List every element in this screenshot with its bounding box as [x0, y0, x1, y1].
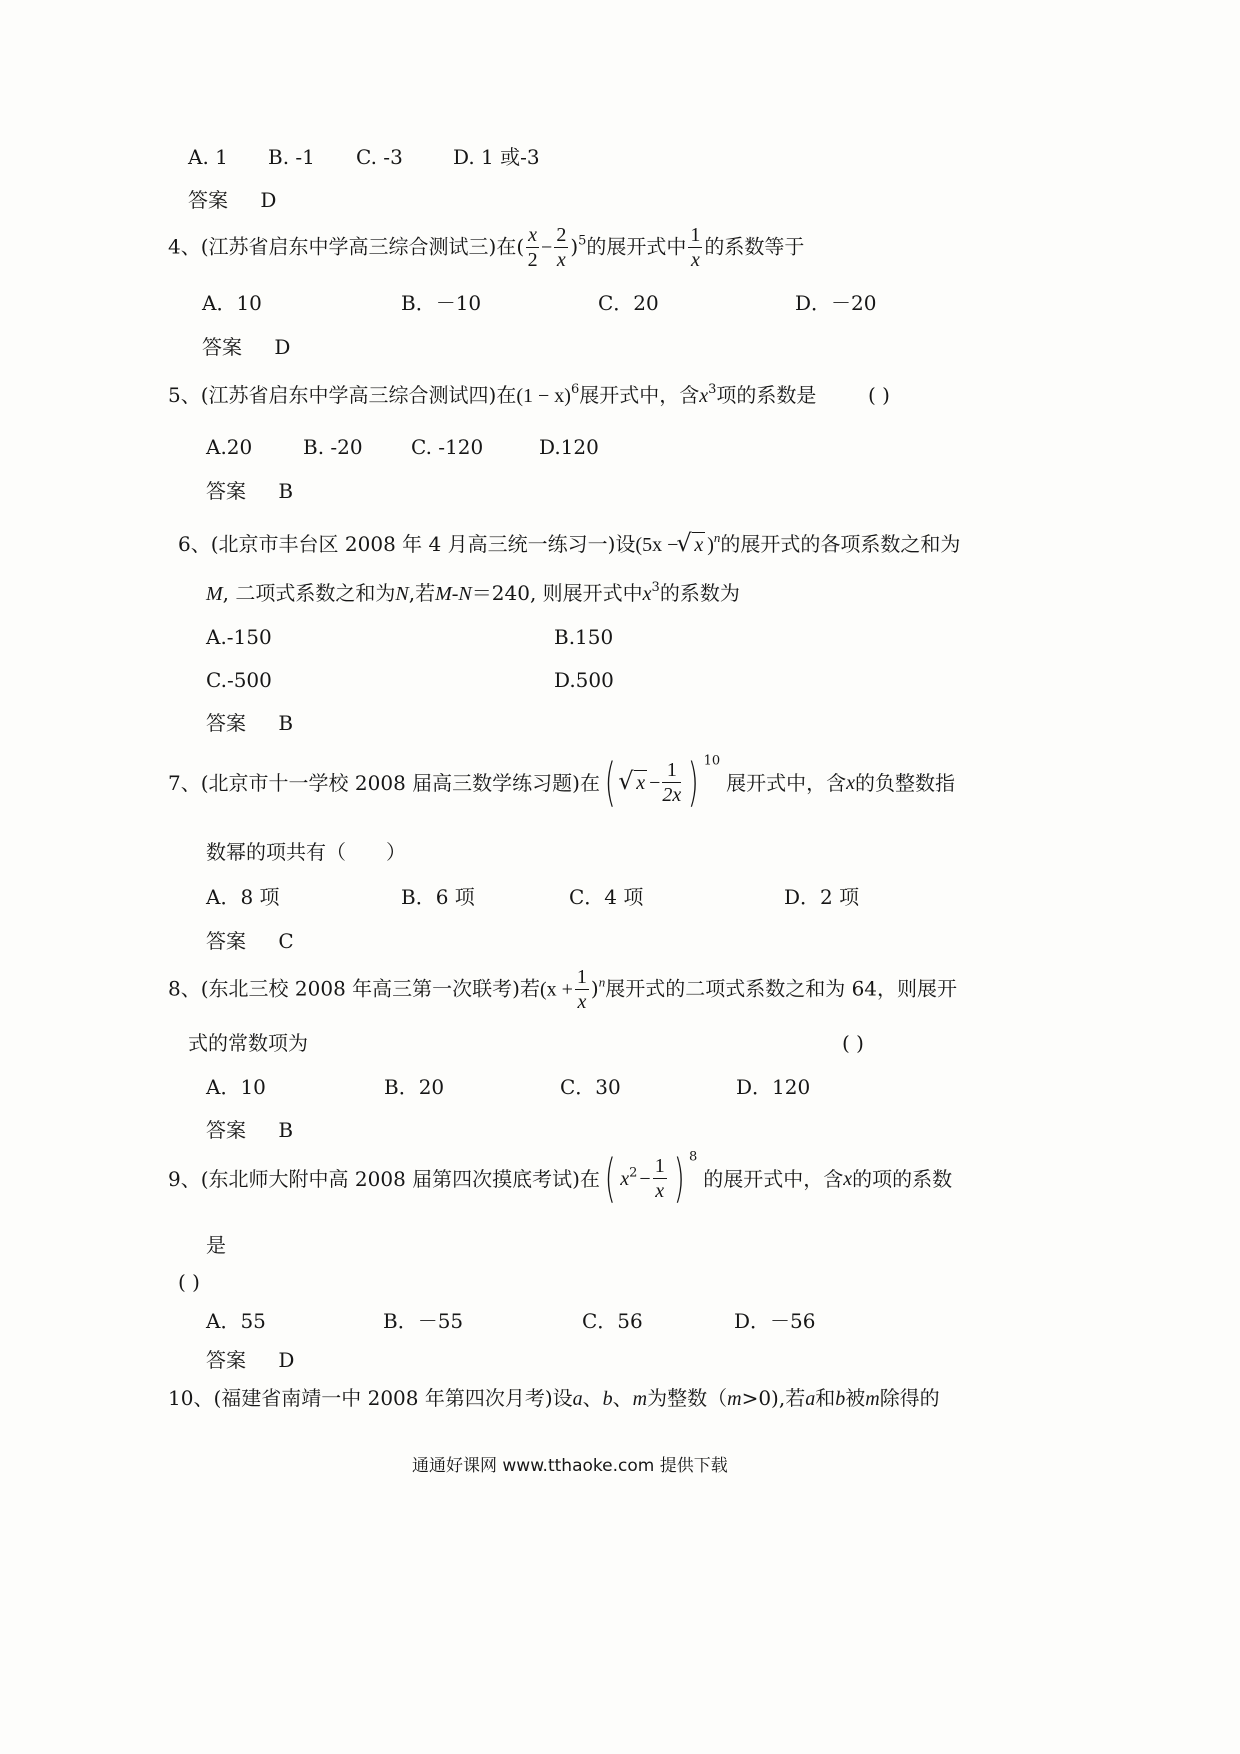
numerator: 1: [654, 1155, 665, 1177]
q9-stem-line2: 是: [206, 1233, 226, 1257]
square-root: [620, 773, 647, 793]
paren-close: ): [570, 234, 579, 259]
q4-stem: [168, 225, 804, 271]
q4-answer: [202, 337, 290, 357]
exponent: 3: [708, 382, 717, 397]
exponent: 8: [689, 1149, 698, 1165]
q5-option-b: B. -20: [303, 435, 363, 459]
fraction: [662, 760, 681, 806]
question-number: 5、: [168, 383, 201, 407]
q5-option-d: D.120: [539, 435, 599, 459]
stem-text: , 二项式系数之和为: [222, 581, 396, 605]
q7-answer: [206, 931, 294, 951]
exponent: 10: [703, 753, 721, 769]
q5-option-a: A.20: [206, 435, 253, 459]
big-paren-close: ): [673, 1149, 685, 1209]
stem-text: ＝240, 则展开式中: [471, 581, 643, 605]
answer-label: 答案: [206, 1348, 246, 1372]
exponent: n: [598, 974, 606, 990]
stem-text: >0),若: [741, 1386, 806, 1410]
stem-text: 项的系数是: [716, 383, 817, 407]
q5-stem: [168, 382, 817, 407]
page-footer: 通通好课网 www.tthaoke.com 提供下载: [412, 1456, 728, 1476]
q3-option-d: D. 1 或-3: [453, 145, 540, 169]
math-variable: a: [572, 1388, 583, 1410]
q6-option-a: A.-150: [206, 625, 272, 649]
fraction: [653, 1156, 667, 1202]
q4-option-b: B．－10: [401, 291, 482, 315]
stem-text: 和: [815, 1386, 836, 1410]
paren-close: ): [590, 976, 599, 1001]
stem-text: 设: [552, 1386, 573, 1410]
stem-text: 的系数等于: [704, 234, 805, 259]
q4-option-d: D．－20: [795, 291, 877, 315]
numerator: x: [528, 224, 538, 246]
answer-label: 答案: [206, 479, 246, 503]
q6-stem: [178, 530, 961, 556]
fraction: [526, 225, 539, 271]
stem-text: 在: [579, 771, 600, 795]
answer-label: 答案: [206, 929, 246, 953]
math-expression: (x +: [539, 978, 573, 1001]
question-source: (北京市丰台区 2008 年 4 月高三统一练习一): [210, 532, 616, 556]
answer-bracket: ( ): [868, 383, 890, 407]
answer-key: C: [278, 929, 294, 953]
paren-close: ): [707, 534, 714, 556]
stem-text: 在: [579, 1167, 600, 1191]
stem-text: 在: [496, 383, 517, 407]
stem-text: ,若: [408, 581, 436, 605]
minus-sign: −: [541, 236, 553, 259]
question-source: (福建省南靖一中 2008 年第四次月考): [213, 1386, 553, 1410]
answer-key: B: [278, 479, 294, 503]
denominator: 2: [527, 249, 538, 271]
q9-option-a: A．55: [206, 1309, 266, 1333]
math-variable: M: [206, 583, 223, 605]
question-source: (江苏省启东中学高三综合测试四): [200, 383, 497, 407]
exponent: 3: [651, 580, 660, 595]
q6-option-d: D.500: [554, 668, 614, 692]
math-variable: m: [727, 1388, 742, 1410]
q8-stem-line2: 式的常数项为: [188, 1031, 308, 1055]
stem-text: 除得的: [879, 1386, 940, 1410]
stem-text: 为整数（: [647, 1386, 728, 1410]
minus-sign: −: [639, 1168, 651, 1190]
separator: 、: [582, 1386, 603, 1410]
math-expression: (1 − x): [516, 385, 571, 407]
denominator: x: [556, 249, 566, 271]
math-expression: M-N: [435, 583, 472, 605]
answer-bracket: ( ): [842, 1031, 864, 1055]
answer-key: D: [278, 1348, 295, 1372]
stem-text: 展开式的二项式系数之和为 64，则展开: [605, 976, 958, 1001]
denominator: x: [655, 1180, 665, 1202]
q3-option-b: B. -1: [268, 145, 315, 169]
fraction: [688, 225, 702, 271]
stem-text: 的负整数指: [855, 771, 956, 795]
question-source: (东北师大附中高 2008 届第四次摸底考试): [200, 1167, 580, 1191]
square-root: [678, 535, 705, 555]
math-variable: x: [699, 385, 709, 407]
numerator: 1: [576, 966, 587, 988]
stem-text: 被: [845, 1386, 866, 1410]
q8-option-a: A．10: [206, 1075, 266, 1099]
q9-option-c: C．56: [582, 1309, 643, 1333]
q8-stem: [168, 967, 957, 1013]
math-variable: b: [602, 1388, 613, 1410]
math-variable: x: [620, 1168, 630, 1190]
numerator: 1: [690, 224, 701, 246]
separator: 、: [612, 1386, 633, 1410]
numerator: 1: [662, 760, 681, 783]
radicand: x: [636, 772, 646, 794]
answer-label: 答案: [206, 711, 246, 735]
answer-key: D: [260, 188, 277, 212]
stem-text: 的展开式的各项系数之和为: [720, 532, 961, 556]
answer-bracket: ( ): [178, 1270, 200, 1294]
q9-stem: [168, 1149, 953, 1209]
answer-key: B: [278, 711, 294, 735]
q7-option-d: D．2 项: [784, 885, 860, 909]
exponent: 6: [570, 382, 580, 397]
answer-key: B: [278, 1118, 294, 1142]
q8-option-b: B．20: [384, 1075, 445, 1099]
q9-option-d: D．－56: [734, 1309, 816, 1333]
denominator: 2x: [662, 784, 682, 806]
stem-text: 的展开式中: [586, 234, 687, 259]
q7-option-b: B．6 项: [401, 885, 475, 909]
math-variable: m: [632, 1388, 648, 1410]
q8-option-c: C．30: [560, 1075, 621, 1099]
q4-option-a: A．10: [202, 291, 262, 315]
math-variable: m: [865, 1388, 880, 1410]
answer-key: D: [274, 335, 291, 359]
q10-stem: [168, 1388, 940, 1409]
math-variable: x: [846, 772, 856, 794]
q8-answer: [206, 1120, 293, 1140]
q3-answer: [188, 190, 276, 210]
q9-answer: [206, 1350, 294, 1370]
fraction: [554, 225, 568, 271]
answer-label: 答案: [202, 335, 242, 359]
q9-option-b: B．－55: [383, 1309, 464, 1333]
question-number: 9、: [168, 1167, 201, 1191]
math-variable: x: [642, 583, 652, 605]
math-variable: x: [843, 1168, 853, 1190]
big-paren-open: (: [604, 753, 616, 813]
q4-option-c: C．20: [598, 291, 659, 315]
stem-text: 若: [519, 976, 540, 1001]
q6-stem-line2: [206, 580, 740, 605]
question-number: 10、: [168, 1386, 214, 1410]
q8-option-d: D．120: [736, 1075, 811, 1099]
q6-answer: [206, 713, 293, 733]
math-variable: b: [835, 1388, 846, 1410]
question-source: (北京市十一学校 2008 届高三数学练习题): [200, 771, 580, 795]
stem-text: 在(: [496, 234, 525, 259]
q3-option-a: A. 1: [188, 145, 228, 169]
stem-text: 的展开式中，含: [703, 1167, 844, 1191]
q7-stem-line2: 数幂的项共有（ ）: [206, 840, 406, 864]
big-paren-close: ): [687, 753, 700, 813]
question-number: 4、: [168, 234, 201, 259]
question-number: 8、: [168, 976, 201, 1001]
answer-label: 答案: [206, 1118, 246, 1142]
exponent: n: [713, 530, 721, 545]
stem-text: 设: [615, 532, 636, 556]
q6-option-c: C.-500: [206, 668, 272, 692]
denominator: x: [577, 991, 587, 1013]
q7-stem: [168, 753, 956, 813]
numerator: 2: [556, 224, 567, 246]
minus-sign: −: [649, 772, 661, 794]
q7-option-a: A．8 项: [206, 885, 280, 909]
stem-text: 展开式中，含: [579, 383, 700, 407]
question-source: (东北三校 2008 年高三第一次联考): [200, 976, 520, 1001]
q3-option-c: C. -3: [356, 145, 403, 169]
denominator: x: [690, 249, 700, 271]
fraction: [575, 967, 589, 1013]
answer-label: 答案: [188, 188, 228, 212]
exponent: 5: [578, 233, 587, 249]
radicand: x: [694, 534, 704, 556]
q5-answer: [206, 481, 293, 501]
math-variable: a: [805, 1388, 816, 1410]
stem-text: 的系数为: [659, 581, 740, 605]
math-expression: (5x −: [635, 534, 679, 556]
question-number: 7、: [168, 771, 201, 795]
big-paren-open: (: [604, 1149, 616, 1209]
q6-option-b: B.150: [554, 625, 614, 649]
question-number: 6、: [178, 532, 211, 556]
math-variable: N: [395, 583, 409, 605]
exponent: 2: [629, 1165, 638, 1181]
stem-text: 展开式中，含: [726, 771, 847, 795]
q7-option-c: C．4 项: [569, 885, 644, 909]
question-source: (江苏省启东中学高三综合测试三): [200, 234, 497, 259]
q5-option-c: C. -120: [411, 435, 484, 459]
stem-text: 的项的系数: [852, 1167, 953, 1191]
